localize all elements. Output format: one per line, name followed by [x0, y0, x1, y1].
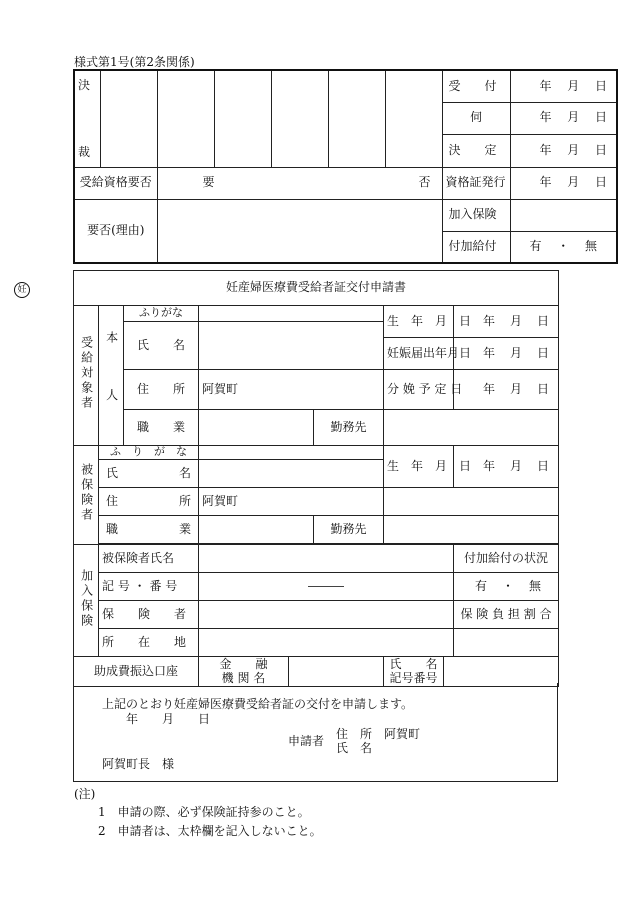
note-item: 2 申請者は、太枠欄を記入しないこと。 — [98, 824, 322, 838]
hokensha-field[interactable] — [199, 601, 454, 629]
jukyu-taisho-label: 受給対象者 — [74, 306, 99, 446]
kessai-label-2: 裁 — [78, 144, 91, 159]
bunben-yotei-label: 分 娩 予 定 日 — [384, 370, 454, 410]
hiho-jusho-field[interactable]: 阿賀町 — [199, 488, 384, 516]
kanyu-hoken-label: 加入保険 — [442, 199, 510, 231]
stamp-box[interactable] — [214, 70, 271, 167]
kettei-date[interactable]: 年 月 日 — [510, 134, 617, 167]
fuka-kyufu-choice[interactable]: 有 ・ 無 — [510, 231, 617, 263]
futan-wariai-label: 保 険 負 担 割 合 — [454, 601, 559, 629]
addressee: 阿賀町長 様 — [102, 757, 175, 771]
joseihi-koza-label: 助成費振込口座 — [74, 657, 199, 687]
shikakusho-date[interactable]: 年 月 日 — [510, 167, 617, 199]
stamp-box[interactable] — [385, 70, 442, 167]
yohi-riyu-label: 要否(理由) — [74, 199, 157, 263]
shinseisha-label: 申請者 — [288, 734, 325, 748]
shikaku-yohi-label: 受給資格要否 — [74, 167, 157, 199]
hiho-furigana-field[interactable] — [199, 446, 384, 460]
yohi-choice[interactable]: 要 否 — [157, 167, 442, 199]
ninshin-todoke-label: 妊娠届出年月日 — [384, 338, 454, 370]
ninshin-todoke-field[interactable]: 年 月 日 — [454, 338, 559, 370]
shokugyo-label: 職 業 — [124, 410, 199, 446]
furigana-field[interactable] — [199, 306, 384, 322]
hiho-seinengappi-field[interactable]: 年 月 日 — [454, 446, 559, 488]
kigo-bango-field[interactable]: ――― — [199, 573, 454, 601]
kigo-bango-label: 記 号 ・ 番 号 — [99, 573, 199, 601]
hiho-kinmusaki-label: 勤務先 — [314, 516, 384, 544]
nin-mark: 妊 — [14, 282, 30, 298]
shinseisha-jusho-label: 住 所 — [336, 727, 373, 741]
approval-table — [73, 69, 618, 264]
uketsuke-date[interactable]: 年 月 日 — [510, 70, 617, 102]
note-item: 1 申請の際、必ず保険証持参のこと。 — [98, 805, 310, 819]
form-title-row — [17, 271, 559, 306]
hiho-shokugyo-field[interactable] — [199, 516, 314, 544]
koza-shimei-field[interactable] — [444, 657, 559, 687]
koza-shimei-label: 氏 名 記号番号 — [384, 657, 444, 687]
stamp-box[interactable] — [328, 70, 385, 167]
seinengappi-label: 生 年 月 日 — [384, 306, 454, 338]
kettei-label: 決 定 — [442, 134, 510, 167]
shinseisha-shimei-label: 氏 名 — [336, 741, 373, 755]
shinseisha-jusho-field[interactable]: 阿賀町 — [384, 727, 421, 741]
application-table — [17, 270, 559, 687]
hihokensha-label: 被保険者 — [74, 446, 99, 545]
stamp-box[interactable] — [271, 70, 328, 167]
furigana-label: ふりがな — [124, 306, 199, 322]
jusho-label: 住 所 — [124, 370, 199, 410]
hiho-seinengappi-label: 生 年 月 日 — [384, 446, 454, 488]
stamp-box[interactable] — [157, 70, 214, 167]
yohi-riyu-field[interactable] — [157, 199, 442, 263]
shozaichi-label: 所 在 地 — [99, 629, 199, 657]
hiho-shimei-label: 氏 名 — [99, 460, 199, 488]
fuka-jokyo-choice[interactable]: 有 ・ 無 — [454, 573, 559, 601]
hiho-furigana-label: ふ り が な — [99, 446, 199, 460]
shokugyo-field[interactable] — [199, 410, 314, 446]
ukagai-label: 伺 — [442, 102, 510, 134]
kanyu-hoken-field[interactable] — [510, 199, 617, 231]
hihokensha-shimei-label: 被保険者氏名 — [99, 545, 199, 573]
shimei-label: 氏 名 — [124, 322, 199, 370]
kessai-label-1: 決 — [78, 78, 91, 92]
fuka-jokyo-label: 付加給付の状況 — [454, 545, 559, 573]
form-id: 様式第1号(第2条関係) — [74, 55, 195, 69]
notes-header: (注) — [74, 787, 96, 801]
stamp-box[interactable] — [100, 70, 157, 167]
hiho-shokugyo-label: 職 業 — [99, 516, 199, 544]
shozaichi-field[interactable] — [199, 629, 454, 657]
declaration-box — [73, 683, 558, 782]
form-title: 妊産婦医療費受給者証交付申請書 — [226, 280, 407, 295]
seinengappi-field[interactable]: 年 月 日 — [454, 306, 559, 338]
kessai-cell — [74, 70, 100, 167]
kinmusaki-label: 勤務先 — [314, 410, 384, 446]
declaration-text: 上記のとおり妊産婦医療費受給者証の交付を申請します。 — [102, 697, 414, 711]
kanyu-hoken-section-label: 加入保険 — [74, 545, 99, 657]
ukagai-date[interactable]: 年 月 日 — [510, 102, 617, 134]
jusho-field[interactable]: 阿賀町 — [199, 370, 384, 410]
fuka-kyufu-label: 付加給付 — [442, 231, 510, 263]
shimei-field[interactable] — [199, 322, 384, 370]
hiho-blank[interactable] — [384, 488, 559, 516]
declaration-date[interactable]: 年 月 日 — [126, 712, 211, 726]
futan-wariai-field[interactable] — [454, 629, 559, 657]
hiho-kinmusaki-field[interactable] — [384, 516, 559, 544]
hiho-shimei-field[interactable] — [199, 460, 384, 488]
hiho-jusho-label: 住 所 — [99, 488, 199, 516]
honnin-label: 本 人 — [99, 306, 124, 446]
kinmusaki-field[interactable] — [384, 410, 559, 446]
kinyu-kikan-label: 金 融 機 関 名 — [199, 657, 289, 687]
shikakusho-label: 資格証発行 — [442, 167, 510, 199]
kinyu-kikan-field[interactable] — [289, 657, 384, 687]
hihokensha-shimei-field[interactable] — [199, 545, 454, 573]
hiho-shokugyo-row — [74, 516, 559, 544]
hokensha-label: 保 険 者 — [99, 601, 199, 629]
uketsuke-label: 受 付 — [442, 70, 510, 102]
bunben-yotei-field[interactable]: 年 月 日 — [454, 370, 559, 410]
